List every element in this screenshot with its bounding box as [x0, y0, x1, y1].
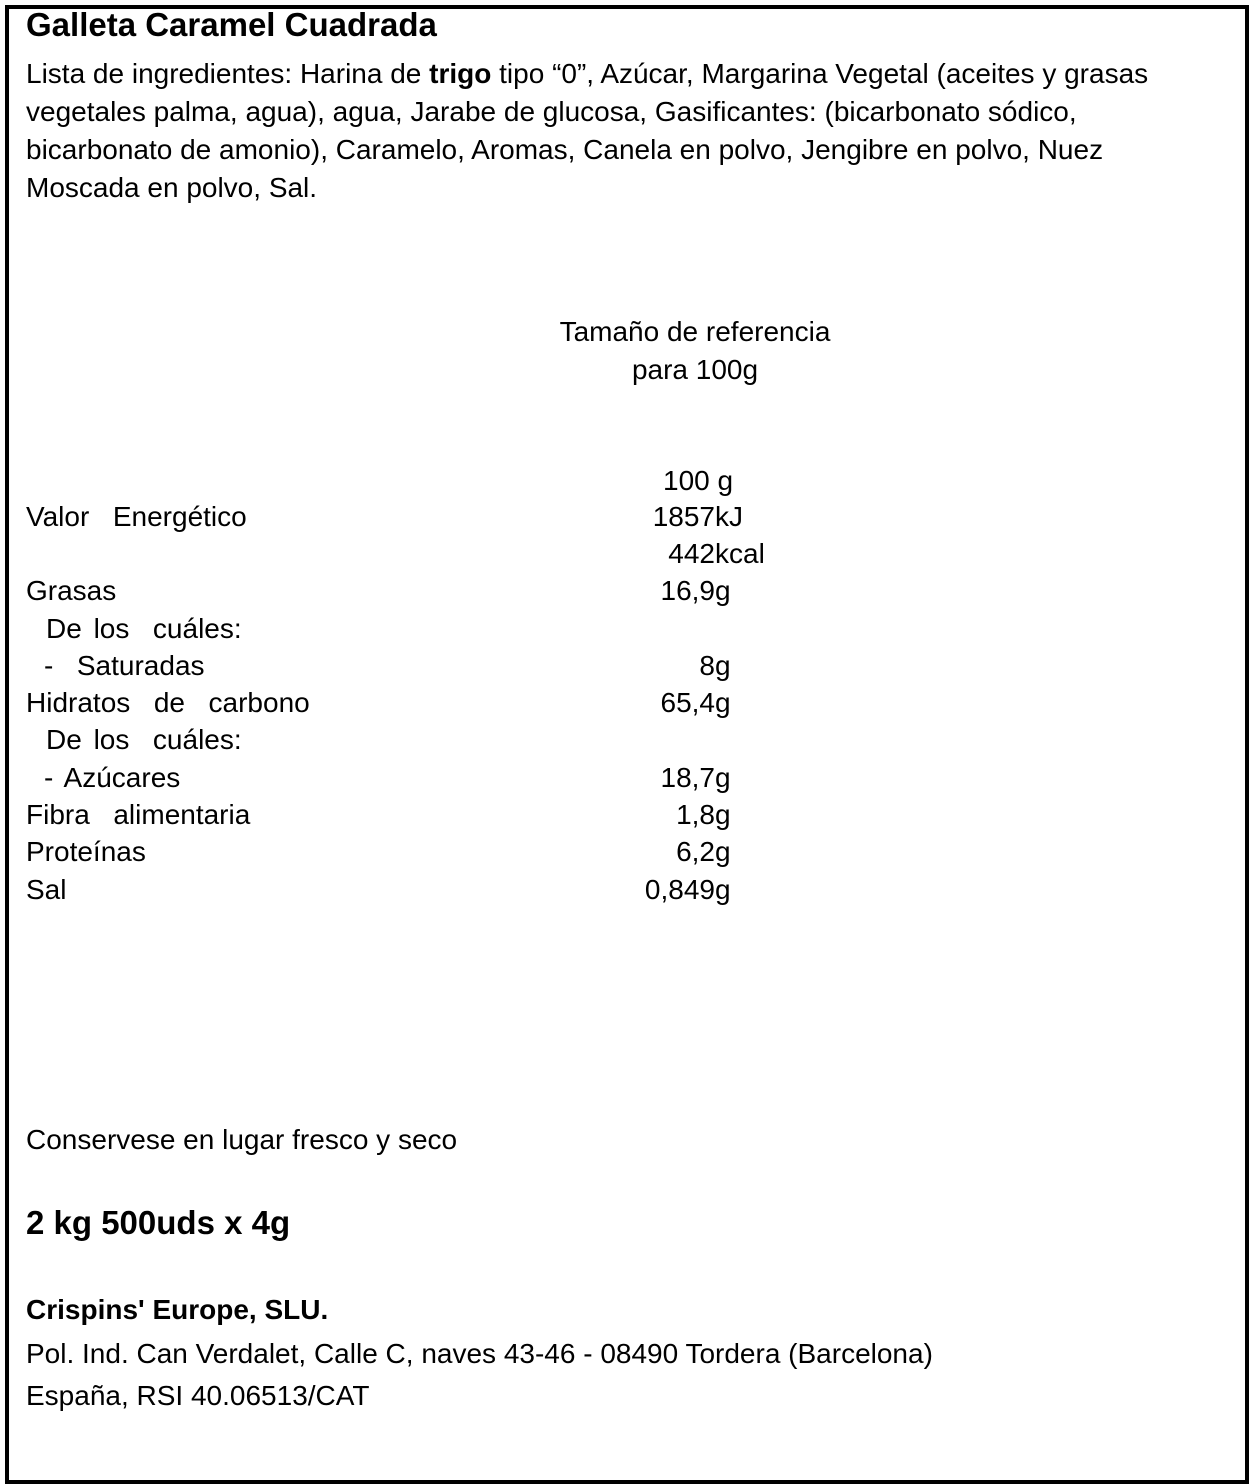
nutrition-label: Fibra alimentaria	[26, 799, 251, 830]
nutrition-value: 18,7	[660, 762, 715, 793]
nutrition-label: - Azúcares	[44, 762, 181, 793]
nutrition-unit: g	[715, 762, 731, 793]
nutrition-row-of-which-fat	[26, 610, 926, 647]
ingredients-rest: tipo “0”, Azúcar, Margarina Vegetal (aceites y grasas vegetales palma, agua), agua, Jarabe de glucosa, Gasificantes: (bicarbonato sódico, bicarbonato de amonio), Caramelo, Aromas, Canela en polvo, Jengibre en polvo, Nuez Moscada en polvo, Sal.	[26, 58, 1149, 203]
nutrition-row-sugars	[26, 759, 926, 796]
nutrition-row-salt	[26, 871, 926, 908]
nutrition-label: Sal	[26, 874, 67, 905]
nutrition-unit: kcal	[715, 538, 765, 569]
nutrition-label: Proteínas	[26, 836, 146, 867]
company-country-rsi: España, RSI 40.06513/CAT	[26, 1380, 370, 1411]
nutrition-value: 1857	[652, 501, 715, 532]
nutrition-label: Valor Energético	[26, 501, 247, 532]
product-title: Galleta Caramel Cuadrada	[26, 6, 437, 43]
nutrition-value: 442	[668, 538, 715, 569]
nutrition-row-fat	[26, 572, 926, 609]
reference-size	[540, 313, 850, 389]
nutrition-unit: g	[715, 575, 731, 606]
reference-line-2: para 100g	[631, 354, 759, 385]
nutrition-value: 6,2	[676, 836, 715, 867]
nutrition-row-carbohydrates	[26, 684, 926, 721]
company-name: Crispins' Europe, SLU.	[26, 1294, 329, 1325]
nutrition-row-of-which-carbs	[26, 721, 926, 758]
ingredients-allergen: trigo	[429, 58, 492, 89]
ingredients-prefix: Lista de ingredientes: Harina de	[26, 58, 430, 89]
nutrition-value: 0,849	[644, 874, 715, 905]
nutrition-value: 1,8	[676, 799, 715, 830]
nutrition-unit: kJ	[715, 501, 743, 532]
nutrition-unit: g	[715, 687, 731, 718]
nutrition-row-saturated	[26, 647, 926, 684]
nutrition-value: 16,9	[660, 575, 715, 606]
nutrition-label: De los cuáles:	[46, 613, 242, 644]
nutrition-row-energy-kcal	[26, 535, 926, 572]
nutrition-value: 65,4	[660, 687, 715, 718]
nutrition-unit: g	[715, 650, 731, 681]
nutrition-value: 8	[699, 650, 715, 681]
net-weight: 2 kg 500uds x 4g	[26, 1204, 291, 1241]
company-address: Pol. Ind. Can Verdalet, Calle C, naves 43-46 - 08490 Tordera (Barcelona)	[26, 1338, 933, 1369]
storage-instructions: Conservese en lugar fresco y seco	[26, 1124, 458, 1155]
nutrition-label: De los cuáles:	[46, 724, 242, 755]
nutrition-column-header: 100 g	[663, 465, 734, 496]
nutrition-label: - Saturadas	[44, 650, 205, 681]
reference-line-1: Tamaño de referencia	[559, 316, 831, 347]
nutrition-row-protein	[26, 833, 926, 870]
nutrition-label: Grasas	[26, 575, 117, 606]
nutrition-row-fiber	[26, 796, 926, 833]
nutrition-unit: g	[715, 836, 731, 867]
nutrition-unit: g	[715, 874, 731, 905]
ingredients-list	[26, 55, 1206, 207]
nutrition-unit: g	[715, 799, 731, 830]
nutrition-row-energy-kj	[26, 498, 926, 535]
nutrition-label: Hidratos de carbono	[26, 687, 310, 718]
